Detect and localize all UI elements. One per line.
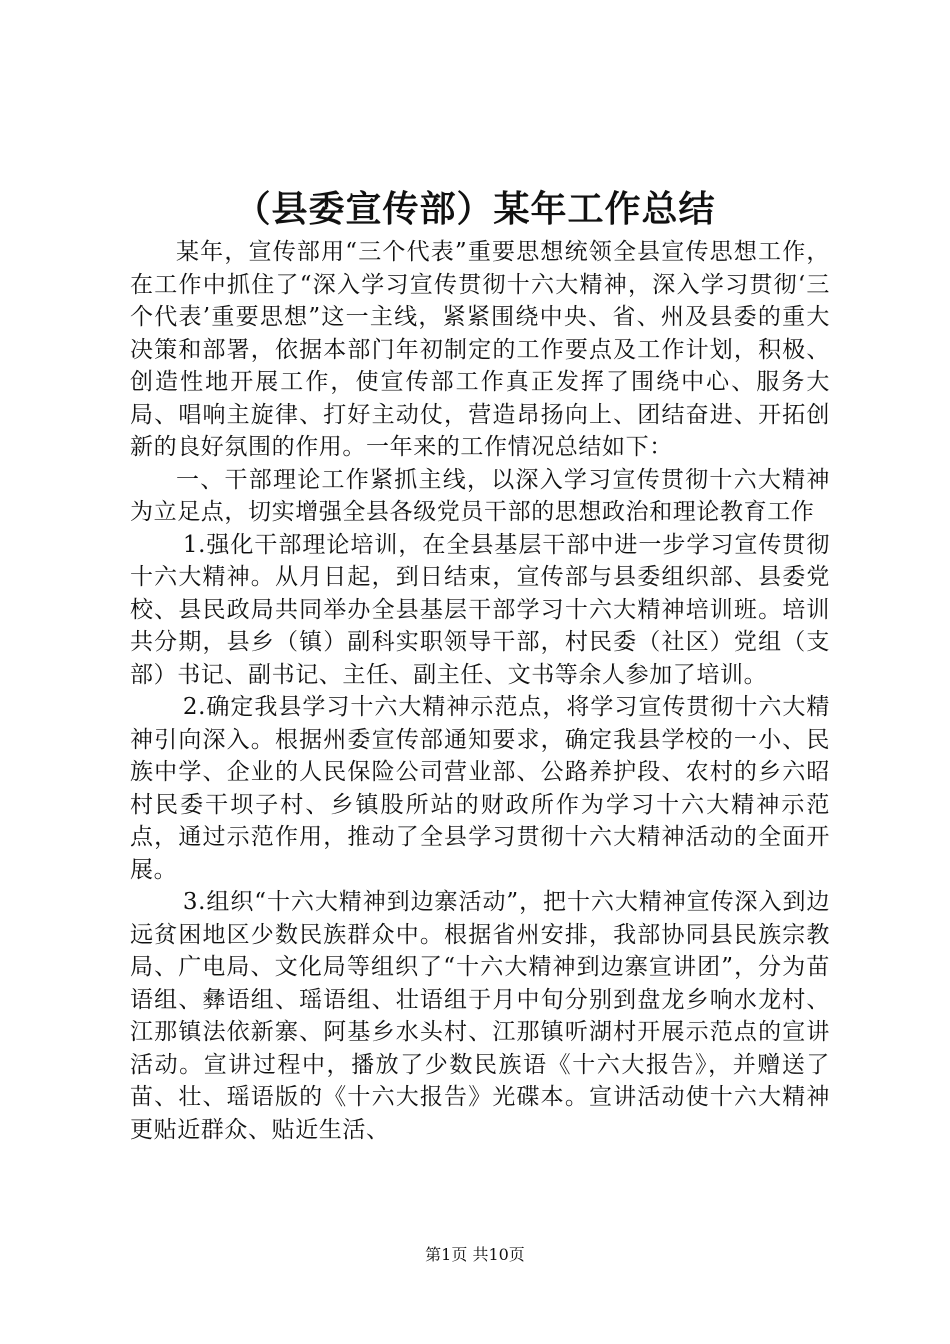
page-title: （县委宣传部）某年工作总结 <box>234 189 716 230</box>
paragraph-item-2: 2.确定我县学习十六大精神示范点，将学习宣传贯彻十六大精神引向深入。根据州委宣传部通知要求，确定我县学校的一小、民族中学、企业的人民保险公司营业部、公路养护段、农村的乡六昭村民委干坝子村、乡镇股所站的财政所作为学习十六大精神示范点，通过示范作用，推动了全县学习贯彻十六大精神活动的全面开展。 <box>130 694 830 883</box>
paragraph-section-1-heading: 一、干部理论工作紧抓主线，以深入学习宣传贯彻十六大精神为立足点，切实增强全县各级党员干部的思想政治和理论教育工作 <box>130 466 830 525</box>
paragraph-item-1: 1.强化干部理论培训，在全县基层干部中进一步学习宣传贯彻十六大精神。从月日起，到日结束，宣传部与县委组织部、县委党校、县民政局共同举办全县基层干部学习十六大精神培训班。培训共分期，县乡（镇）副科实职领导干部，村民委（社区）党组（支部）书记、副书记、主任、副主任、文书等余人参加了培训。 <box>130 531 830 688</box>
document-body <box>130 236 830 1146</box>
paragraph-intro: 某年，宣传部用“三个代表”重要思想统领全县宣传思想工作，在工作中抓住了“深入学习宣传贯彻十六大精神，深入学习贯彻‘三个代表’重要思想”这一主线，紧紧围绕中央、省、州及县委的重大决策和部署，依据本部门年初制定的工作要点及工作计划，积极、创造性地开展工作，使宣传部工作真正发挥了围绕中心、服务大局、唱响主旋律、打好主动仗，营造昂扬向上、团结奋进、开拓创新的良好氛围的作用。一年来的工作情况总结如下： <box>130 239 830 460</box>
paragraph-item-3: 3.组织“十六大精神到边寨活动”，把十六大精神宣传深入到边远贫困地区少数民族群众中。根据省州安排，我部协同县民族宗教局、广电局、文化局等组织了“十六大精神到边寨宣讲团”，分为苗语组、彝语组、瑶语组、壮语组于月中旬分别到盘龙乡响水龙村、江那镇法依新寨、阿基乡水头村、江那镇听湖村开展示范点的宣讲活动。宣讲过程中，播放了少数民族语《十六大报告》，并赠送了苗、壮、瑶语版的《十六大报告》光碟本。宣讲活动使十六大精神更贴近群众、贴近生活、 <box>130 889 830 1143</box>
page-footer: 第1页 共10页 <box>425 1245 525 1264</box>
